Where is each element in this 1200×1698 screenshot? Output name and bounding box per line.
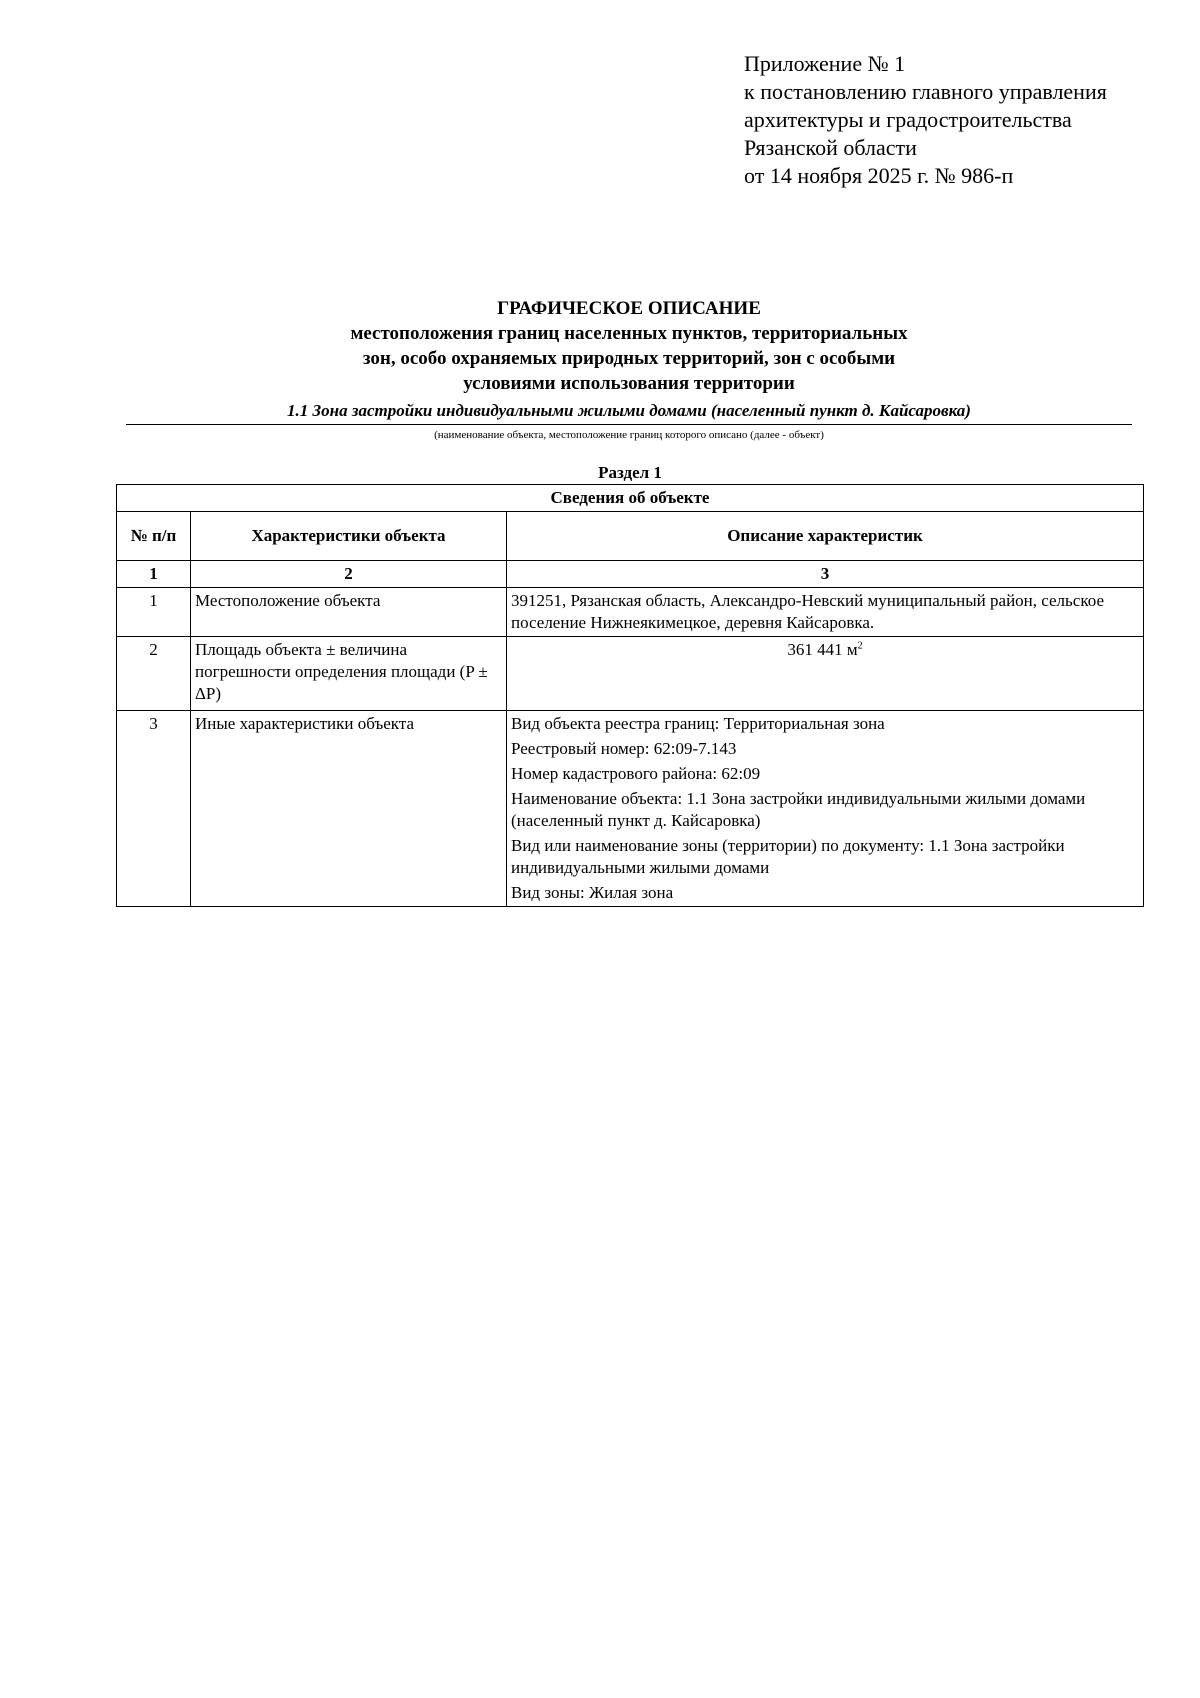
area-unit-superscript: 2 (857, 640, 863, 652)
row-num: 2 (117, 637, 191, 711)
header-characteristic: Характеристики объекта (191, 512, 507, 561)
document-title (126, 296, 1132, 396)
table-caption: Сведения об объекте (117, 485, 1144, 512)
object-caption: (наименование объекта, местоположение границ которого описано (далее - объект) (434, 429, 824, 441)
column-index: 2 (191, 561, 507, 588)
description-line: Вид или наименование зоны (территории) по документу: 1.1 Зона застройки индивидуальными жилыми домами (511, 836, 1065, 877)
title-main: ГРАФИЧЕСКОЕ ОПИСАНИЕ (497, 298, 761, 319)
row-characteristic: Иные характеристики объекта (191, 711, 507, 907)
object-info-table (116, 484, 1144, 907)
table-caption-row (117, 485, 1144, 512)
appendix-line: Рязанской области (744, 135, 917, 160)
row-description (507, 637, 1144, 711)
appendix-line: к постановлению главного управления (744, 79, 1107, 104)
description-line: Номер кадастрового района: 62:09 (511, 764, 761, 783)
description-line: 391251, Рязанская область, Александро-Невский муниципальный район, сельское поселение Нижнеякимецкое, деревня Кайсаровка. (511, 591, 1104, 632)
row-num: 1 (117, 588, 191, 637)
row-characteristic: Площадь объекта ± величина погрешности определения площади (P ± ΔP) (191, 637, 507, 711)
column-index: 3 (507, 561, 1144, 588)
header-description: Описание характеристик (507, 512, 1144, 561)
appendix-header (744, 50, 1107, 190)
area-value: 361 441 м (787, 640, 858, 659)
column-index: 1 (117, 561, 191, 588)
table-row (117, 637, 1144, 711)
title-sub-line: зон, особо охраняемых природных территорий, зон с особыми (362, 348, 896, 369)
table-row (117, 588, 1144, 637)
appendix-line: архитектуры и градостроительства (744, 107, 1072, 132)
appendix-line: от 14 ноября 2025 г. № 986-п (744, 163, 1014, 188)
title-sub-line: местоположения границ населенных пунктов, территориальных (350, 323, 908, 344)
description-line: Вид зоны: Жилая зона (511, 883, 674, 902)
row-description (507, 588, 1144, 637)
table-header-row (117, 512, 1144, 561)
table-index-row (117, 561, 1144, 588)
row-description (507, 711, 1144, 907)
description-line: Реестровый номер: 62:09-7.143 (511, 739, 737, 758)
title-sub-line: условиями использования территории (463, 373, 795, 394)
description-line: Наименование объекта: 1.1 Зона застройки индивидуальными жилыми домами (населенный пункт д. Кайсаровка) (511, 789, 1086, 830)
table-row (117, 711, 1144, 907)
row-num: 3 (117, 711, 191, 907)
object-name: 1.1 Зона застройки индивидуальными жилыми домами (населенный пункт д. Кайсаровка) (126, 400, 1132, 425)
description-line: Вид объекта реестра границ: Территориальная зона (511, 714, 885, 733)
header-num: № п/п (117, 512, 191, 561)
section-title: Раздел 1 (598, 463, 662, 482)
row-characteristic: Местоположение объекта (191, 588, 507, 637)
appendix-line: Приложение № 1 (744, 51, 906, 76)
